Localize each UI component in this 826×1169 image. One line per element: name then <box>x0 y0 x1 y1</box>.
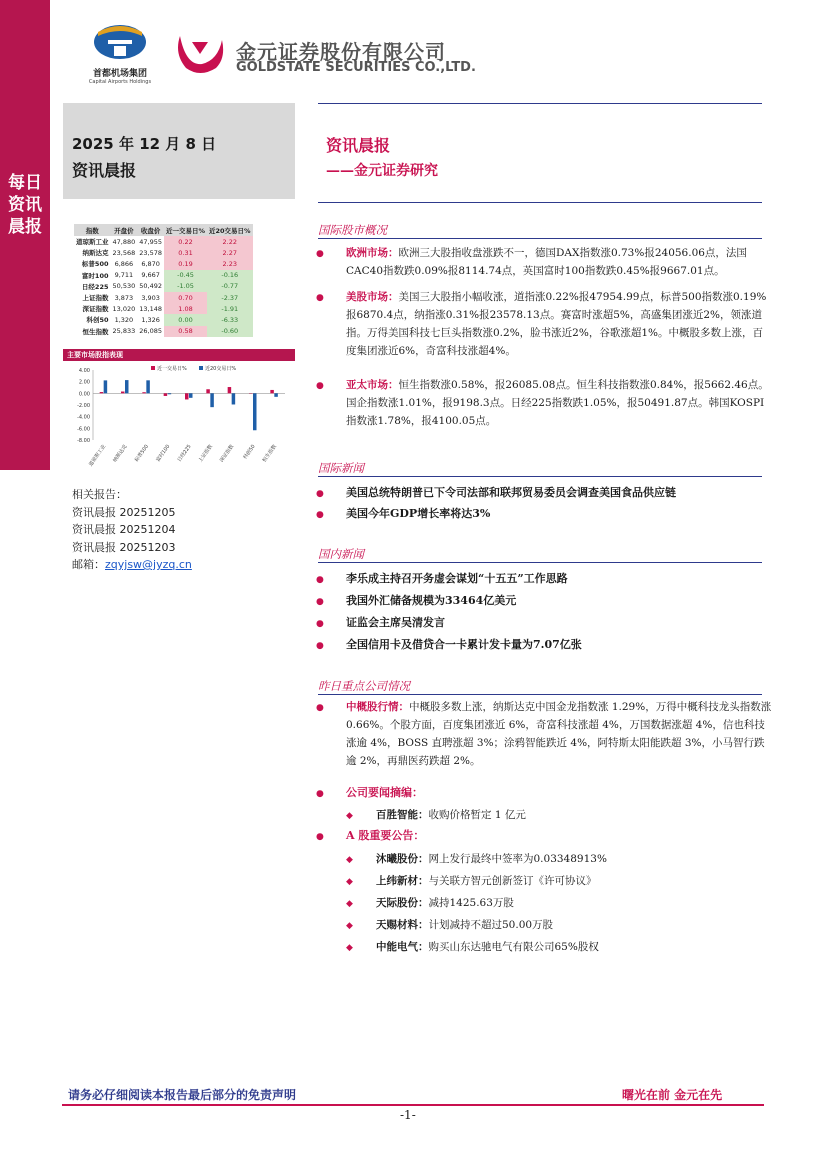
bullet-icon: ● <box>316 249 324 259</box>
x-tick-label: 富时100 <box>155 443 172 464</box>
open-price: 47,880 <box>112 237 136 246</box>
para-text: 中概股多数上涨，纳斯达克中国金龙指数涨 1.29%，万得中概科技龙头指数涨 0.66%。个股方面，百度集团涨近 6%，奇富科技涨超 4%，万国数据涨超 4%，信也科技涨逾 4%，BOSS 直聘涨超 3%；涂鸦智能跌近 4%，阿特斯太阳能跌超 3%，小马智行跌逾 2%，再鼎医药跌超 2%。 <box>346 701 772 767</box>
report-type: 资讯晨报 <box>72 161 137 180</box>
bar <box>206 389 210 393</box>
legend-swatch <box>151 366 155 370</box>
capital-airports-logo <box>80 18 160 90</box>
bullet-icon: ● <box>316 703 324 713</box>
announce-item <box>376 807 526 822</box>
footer-rule <box>62 1104 764 1106</box>
news-item: 我国外汇储备规模为33464亿美元 <box>346 594 517 607</box>
y-tick-label: 4.00 <box>78 368 90 374</box>
x-tick-label: 纳斯达克 <box>112 443 129 464</box>
para-key: 美股市场： <box>346 291 399 303</box>
para-key: 中概股行情： <box>346 701 409 713</box>
disclaimer-note: 请务必仔细阅读本报告最后部分的免责声明 <box>68 1088 297 1102</box>
index-name: 深证指数 <box>82 305 109 314</box>
table-row <box>74 314 253 325</box>
slogan: 曙光在前 金元在先 <box>622 1088 723 1102</box>
change-1d: 0.31 <box>164 247 207 258</box>
table-row <box>74 236 253 247</box>
related-reports <box>72 486 192 574</box>
goldstate-name-cn: 金元证券股份有限公司 <box>236 40 446 64</box>
europe-market-para <box>346 244 772 280</box>
index-name: 道琼斯工业 <box>76 238 109 247</box>
section-title-intl-market: 国际股市概况 <box>318 223 387 237</box>
goldstate-logo-icon <box>172 32 228 76</box>
table-row <box>74 270 253 281</box>
index-name: 科创50 <box>86 316 109 325</box>
item-value: 收购价格暂定 1 亿元 <box>428 809 526 821</box>
diamond-icon: ◆ <box>346 921 353 931</box>
change-1d: 0.22 <box>164 236 207 247</box>
section-rule <box>318 694 762 695</box>
news-item: 全国信用卡及借贷合一卡累计发卡量为7.07亿张 <box>346 638 582 651</box>
report-date: 2025 年 12 月 8 日 <box>72 135 217 153</box>
item-key: 天际股份： <box>376 897 429 909</box>
bar <box>164 393 168 396</box>
open-price: 25,833 <box>112 327 136 336</box>
item-key: 沐曦股份： <box>376 853 429 865</box>
section-rule <box>318 238 762 239</box>
market-table <box>74 224 253 337</box>
change-1d: 0.00 <box>164 314 207 325</box>
open-price: 6,866 <box>114 259 134 268</box>
open-price: 50,530 <box>112 282 136 291</box>
col-header: 收盘价 <box>137 224 164 236</box>
asia-market-para <box>346 376 772 430</box>
item-value: 计划减持不超过50.00万股 <box>428 919 554 931</box>
bar <box>142 392 146 393</box>
index-name: 日经225 <box>81 282 109 291</box>
bullet-icon: ● <box>316 489 324 499</box>
related-report[interactable]: 资讯晨报 20251203 <box>72 540 176 554</box>
item-key: 上纬新材： <box>376 875 429 887</box>
index-name: 富时100 <box>81 271 109 280</box>
bullet-icon: ● <box>316 510 324 520</box>
market-bar-chart <box>63 362 295 480</box>
a-share-heading: A 股重要公告： <box>346 829 425 842</box>
item-value: 与关联方智元创新签订《许可协议》 <box>428 875 597 887</box>
x-tick-label: 标普500 <box>133 443 150 464</box>
chart-title: 主要市场股指表现 <box>63 349 295 361</box>
index-name: 上证指数 <box>82 294 109 303</box>
open-price: 3,873 <box>114 293 134 302</box>
close-price: 13,148 <box>139 304 162 313</box>
table-row <box>74 247 253 258</box>
change-20d: 2.22 <box>207 236 253 247</box>
header-subtitle: ——金元证券研究 <box>326 163 438 179</box>
col-header: 指数 <box>74 224 111 236</box>
close-price: 50,492 <box>139 282 162 291</box>
para-key: 亚太市场： <box>346 379 399 391</box>
bar <box>168 393 172 394</box>
side-label: 每日资讯晨报 <box>8 173 42 237</box>
x-tick-label: 道琼斯工业 <box>88 443 108 468</box>
table-row <box>74 258 253 269</box>
open-price: 13,020 <box>112 304 136 313</box>
para-text: 欧洲三大股指收盘涨跌不一，德国DAX指数涨0.73%报24056.06点，法国CAC40指数跌0.09%报8114.74点，英国富时100指数跌0.45%报9667.01点。 <box>346 247 747 277</box>
y-tick-label: -8.00 <box>77 438 90 444</box>
bar <box>189 393 193 397</box>
capital-logo-icon <box>92 18 148 60</box>
legend-swatch <box>199 366 203 370</box>
bar <box>274 393 278 397</box>
close-price: 47,955 <box>139 237 162 246</box>
legend-label: 近一交易日% <box>157 366 187 372</box>
index-name: 标普500 <box>81 260 109 269</box>
table-row <box>74 303 253 314</box>
bar <box>146 380 150 393</box>
bar <box>121 392 125 394</box>
close-price: 1,326 <box>141 315 160 324</box>
close-price: 26,085 <box>139 327 162 336</box>
y-tick-label: 0.00 <box>78 391 90 398</box>
close-price: 3,903 <box>141 293 160 302</box>
para-key: 欧洲市场： <box>346 247 399 259</box>
news-item: 证监会主席吴清发言 <box>346 616 445 629</box>
bullet-icon: ● <box>316 381 324 391</box>
y-tick-label: -2.00 <box>77 403 90 409</box>
bullet-icon: ● <box>316 597 324 607</box>
y-tick-label: -4.00 <box>77 414 90 421</box>
page-number: -1- <box>400 1108 416 1122</box>
section-title-company: 昨日重点公司情况 <box>318 679 410 693</box>
x-tick-label: 上证指数 <box>197 443 214 464</box>
diamond-icon: ◆ <box>346 811 353 821</box>
open-price: 9,711 <box>114 271 134 280</box>
a-share-item <box>376 895 514 910</box>
related-report[interactable]: 资讯晨报 20251204 <box>72 523 176 536</box>
related-label: 相关报告： <box>72 488 127 501</box>
change-20d: 2.27 <box>207 247 253 258</box>
bullet-icon: ● <box>316 832 324 842</box>
mail-link[interactable]: zqyjsw@jyzq.cn <box>105 558 192 571</box>
change-20d: -0.16 <box>207 270 253 281</box>
change-1d: 1.08 <box>164 303 207 314</box>
mail-label: 邮箱： <box>72 558 105 571</box>
open-price: 23,568 <box>112 248 136 257</box>
diamond-icon: ◆ <box>346 855 353 865</box>
item-value: 网上发行最终中签率为0.03348913% <box>428 853 607 865</box>
related-report[interactable]: 资讯晨报 20251205 <box>72 505 176 519</box>
col-header: 近一交易日% <box>164 224 207 236</box>
section-title-intl-news: 国际新闻 <box>318 461 364 475</box>
diamond-icon: ◆ <box>346 899 353 909</box>
bar <box>253 393 257 430</box>
bar <box>270 390 274 393</box>
x-tick-label: 日经225 <box>176 443 193 464</box>
change-1d: 0.19 <box>164 258 207 269</box>
bar <box>185 393 189 399</box>
diamond-icon: ◆ <box>346 943 353 953</box>
a-share-item <box>376 939 599 954</box>
section-rule <box>318 476 762 477</box>
announce-heading: 公司要闻摘编： <box>346 786 423 799</box>
table-row <box>74 281 253 292</box>
change-1d: 0.70 <box>164 292 207 303</box>
item-key: 中能电气： <box>376 941 429 953</box>
capital-logo-cn: 首都机场集团 <box>92 69 147 79</box>
change-1d: -0.45 <box>164 270 207 281</box>
side-band <box>0 0 50 470</box>
close-price: 23,578 <box>139 248 162 257</box>
capital-logo-en: Capital Airports Holdings <box>88 79 152 85</box>
bullet-icon: ● <box>316 789 324 799</box>
x-tick-label: 深证指数 <box>218 443 236 464</box>
change-1d: 0.58 <box>164 326 207 337</box>
section-rule <box>318 562 762 563</box>
news-item: 美国总统特朗普已下令司法部和联邦贸易委员会调查美国食品供应链 <box>346 486 676 499</box>
para-text: 美国三大股指小幅收涨，道指涨0.22%报47954.99点，标普500指数涨0.19%报6870.4点，纳指涨0.31%报23578.13点。赛富时涨超5%，高盛集团涨近2%，领涨道指。万得美国科技七巨头指数涨0.2%，脸书涨近2%，谷歌涨超1%。中概股多数上涨，百度集团涨近6%，奇富科技涨超4%。 <box>346 291 767 357</box>
change-20d: -0.77 <box>207 281 253 292</box>
header-title: 资讯晨报 <box>326 136 391 155</box>
col-header: 近20交易日% <box>207 224 253 236</box>
table-row <box>74 292 253 303</box>
item-value: 购买山东达驰电气有限公司65%股权 <box>428 941 599 953</box>
section-title-domestic-news: 国内新闻 <box>318 547 364 561</box>
change-20d: -6.33 <box>207 314 253 325</box>
x-tick-label: 恒生指数 <box>261 443 278 464</box>
item-key: 百胜智能： <box>376 809 429 821</box>
news-item: 美国今年GDP增长率将达3% <box>346 507 491 520</box>
bullet-icon: ● <box>316 575 324 585</box>
para-text: 恒生指数涨0.58%，报26085.08点。恒生科技指数涨0.84%，报5662.46点。国企指数涨1.01%，报9198.3点。日经225指数跌1.05%，报50491.87点。韩国KOSPI指数涨1.78%，报4100.05点。 <box>346 379 769 427</box>
bar <box>232 393 236 404</box>
a-share-item <box>376 851 607 866</box>
x-tick-label: 科创50 <box>242 443 257 461</box>
index-name: 恒生指数 <box>82 327 109 336</box>
goldstate-name-en: GOLDSTATE SECURITIES CO.,LTD. <box>236 60 476 75</box>
a-share-item <box>376 917 553 932</box>
diamond-icon: ◆ <box>346 877 353 887</box>
index-name: 纳斯达克 <box>82 249 109 258</box>
bullet-icon: ● <box>316 619 324 629</box>
bar <box>104 380 108 393</box>
bar <box>125 380 129 393</box>
change-20d: -0.60 <box>207 326 253 337</box>
item-value: 减持1425.63万股 <box>428 897 514 909</box>
bar <box>210 393 214 407</box>
news-item: 李乐成主持召开务虚会谋划“十五五”工作思路 <box>346 572 568 585</box>
change-20d: -2.37 <box>207 292 253 303</box>
us-market-para <box>346 288 772 360</box>
header-top-rule <box>318 103 762 104</box>
change-1d: -1.05 <box>164 281 207 292</box>
bullet-icon: ● <box>316 641 324 651</box>
col-header: 开盘价 <box>111 224 138 236</box>
change-20d: 2.23 <box>207 258 253 269</box>
bullet-icon: ● <box>316 293 324 303</box>
close-price: 6,870 <box>141 259 160 268</box>
bar <box>100 392 104 393</box>
table-row <box>74 326 253 337</box>
china-stock-para <box>346 698 772 770</box>
y-tick-label: 2.00 <box>78 379 90 386</box>
y-tick-label: -6.00 <box>77 426 90 433</box>
legend-label: 近20交易日% <box>205 366 237 372</box>
header-bottom-rule <box>318 202 762 203</box>
close-price: 9,667 <box>141 271 160 280</box>
change-20d: -1.91 <box>207 303 253 314</box>
item-key: 天赐材料： <box>376 919 429 931</box>
bar <box>228 387 232 393</box>
a-share-item <box>376 873 597 888</box>
open-price: 1,320 <box>114 315 134 324</box>
